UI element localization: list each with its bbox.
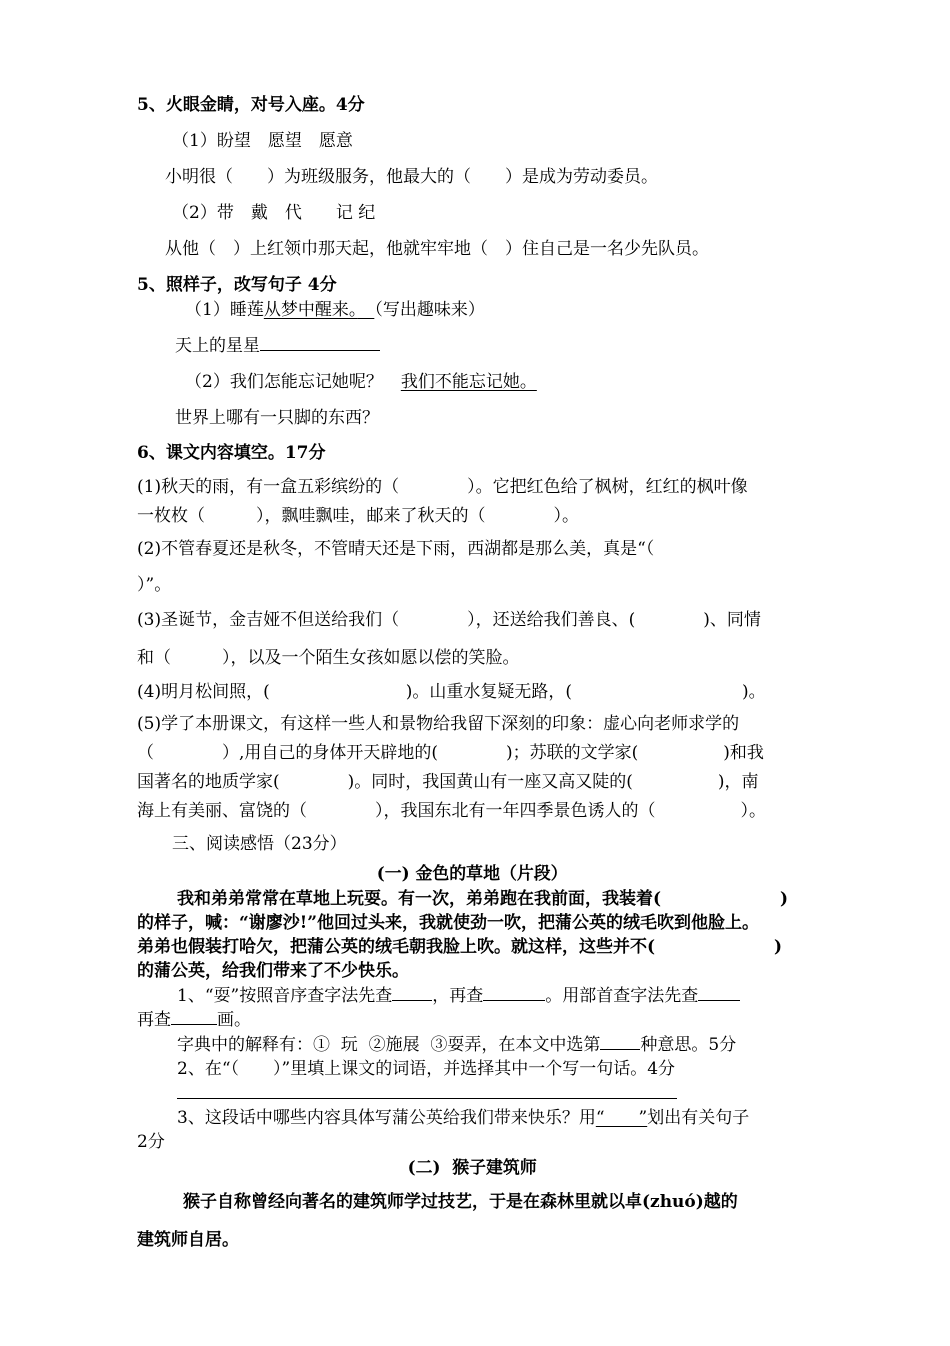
passage-2-line-2: 建筑师自居。 [137,1230,239,1250]
q6-line-10: 国著名的地质学家( )。同时，我国黄山有一座又高又陡的( )，南 [137,772,759,792]
q5b-task-2: 世界上哪有一只脚的东西？ [175,408,379,428]
q5a-word-group-1: （1）盼望 愿望 愿意 [172,131,353,151]
q1-blank-1[interactable] [392,984,432,1001]
passage-1-question-2: 2、在“（ ）”里填上课文的词语，并选择其中一个写一句话。4分 [177,1059,676,1079]
q1-text-e: 画。 [217,1010,251,1030]
example-1-prefix: （1）睡莲 [185,300,264,320]
task-1-text: 天上的星星 [175,336,260,356]
q6-line-9: （ ）,用自己的身体开天辟地的( )；苏联的文学家( )和我 [137,743,764,763]
q6-line-2: 一枚枚（ ），飘哇飘哇，邮来了秋天的（ ）。 [137,506,579,526]
example-2-underlined: 我们不能忘记她。 [400,372,537,392]
q1-text-f: 字典中的解释有：① 玩 ②施展 ③耍弄，在本文中选第 [177,1035,601,1055]
q6-line-3: (2)不管春夏还是秋冬，不管晴天还是下雨，西湖都是那么美，真是“（ [137,539,655,559]
q1-blank-5[interactable] [600,1033,640,1050]
q5a-word-group-2: （2）带 戴 代 记 纪 [172,203,376,223]
q1-blank-2[interactable] [483,984,545,1001]
example-1-underlined: 从梦中醒来。 [263,300,358,320]
q5a-heading: 5、火眼金睛，对号入座。4分 [137,95,365,115]
passage-1-question-1-cont [137,1008,251,1032]
task-1-answer-blank[interactable] [260,334,380,351]
passage-2-title: (二) 猴子建筑师 [407,1158,537,1178]
q5a-sentence-1: 小明很（ ）为班级服务，他最大的（ ）是成为劳动委员。 [165,167,658,187]
q1-text-d: 再查 [137,1010,171,1030]
q6-line-7: (4)明月松间照，( )。山重水复疑无路，( )。 [137,682,766,702]
q5b-example-1 [185,298,485,322]
passage-1-line-4: 的蒲公英，给我们带来了不少快乐。 [137,961,409,981]
reading-section-heading: 三、阅读感悟（23分） [172,834,347,854]
q6-line-4: ）”。 [137,575,172,595]
q6-line-1: (1)秋天的雨，有一盒五彩缤纷的（ ）。它把红色给了枫树，红红的枫叶像 [137,477,748,497]
q6-line-8: (5)学了本册课文，有这样一些人和景物给我留下深刻的印象：虚心向老师求学的 [137,714,740,734]
q1-text-b: ，再查 [432,986,484,1006]
q1-text-c: 。用部首查字法先查 [545,986,699,1006]
passage-1-question-3-score: 2分 [137,1132,165,1152]
q6-line-6: 和（ ），以及一个陌生女孩如愿以偿的笑脸。 [137,648,520,668]
passage-1-title: (一) 金色的草地（片段） [376,864,568,884]
passage-2-line-1: 猴子自称曾经向著名的建筑师学过技艺，于是在森林里就以卓(zhuó)越的 [183,1192,738,1212]
q3-text-a: 3、这段话中哪些内容具体写蒲公英给我们带来快乐？用 [177,1108,596,1128]
q1-blank-4[interactable] [171,1008,217,1025]
example-1-underline-tail [357,300,374,320]
q6-heading: 6、课文内容填空。17分 [137,443,326,463]
q6-line-5: (3)圣诞节，金吉娅不但送给我们（ ），还送给我们善良、( )、同情 [137,610,761,630]
q1-text-g: 种意思。5分 [640,1035,737,1055]
q1-text-a: 1、“耍”按照音序查字法先查 [177,986,393,1006]
passage-1-line-2: 的样子，喊：“谢廖沙!”他回过头来，我就使劲一吹，把蒲公英的绒毛吹到他脸上。 [137,913,760,933]
passage-1-question-1 [177,984,740,1008]
q3-underline-mark: “ ” [595,1108,648,1128]
q5b-heading: 5、照样子，改写句子 4分 [137,275,337,295]
q6-line-11: 海上有美丽、富饶的（ ），我国东北有一年四季景色诱人的（ ）。 [137,801,766,821]
passage-1-question-3 [177,1106,749,1130]
example-1-note: （写出趣味来） [374,300,485,320]
q5a-sentence-2: 从他（ ）上红领巾那天起，他就牢牢地（ ）住自己是一名少先队员。 [165,239,709,259]
passage-1-line-1: 我和弟弟常常在草地上玩耍。有一次，弟弟跑在我前面，我装着( ) [177,889,789,909]
example-2-prefix: （2）我们怎能忘记她呢？ [185,372,383,392]
q5b-example-2 [185,370,537,394]
passage-1-line-3: 弟弟也假装打哈欠，把蒲公英的绒毛朝我脸上吹。就这样，这些并不( ) [137,937,783,957]
q5b-task-1 [175,334,380,358]
passage-1-question-1-meanings [177,1033,736,1057]
q3-text-b: 划出有关句子 [647,1108,750,1128]
question-2-answer-line[interactable] [177,1098,677,1099]
q1-blank-3[interactable] [698,984,740,1001]
